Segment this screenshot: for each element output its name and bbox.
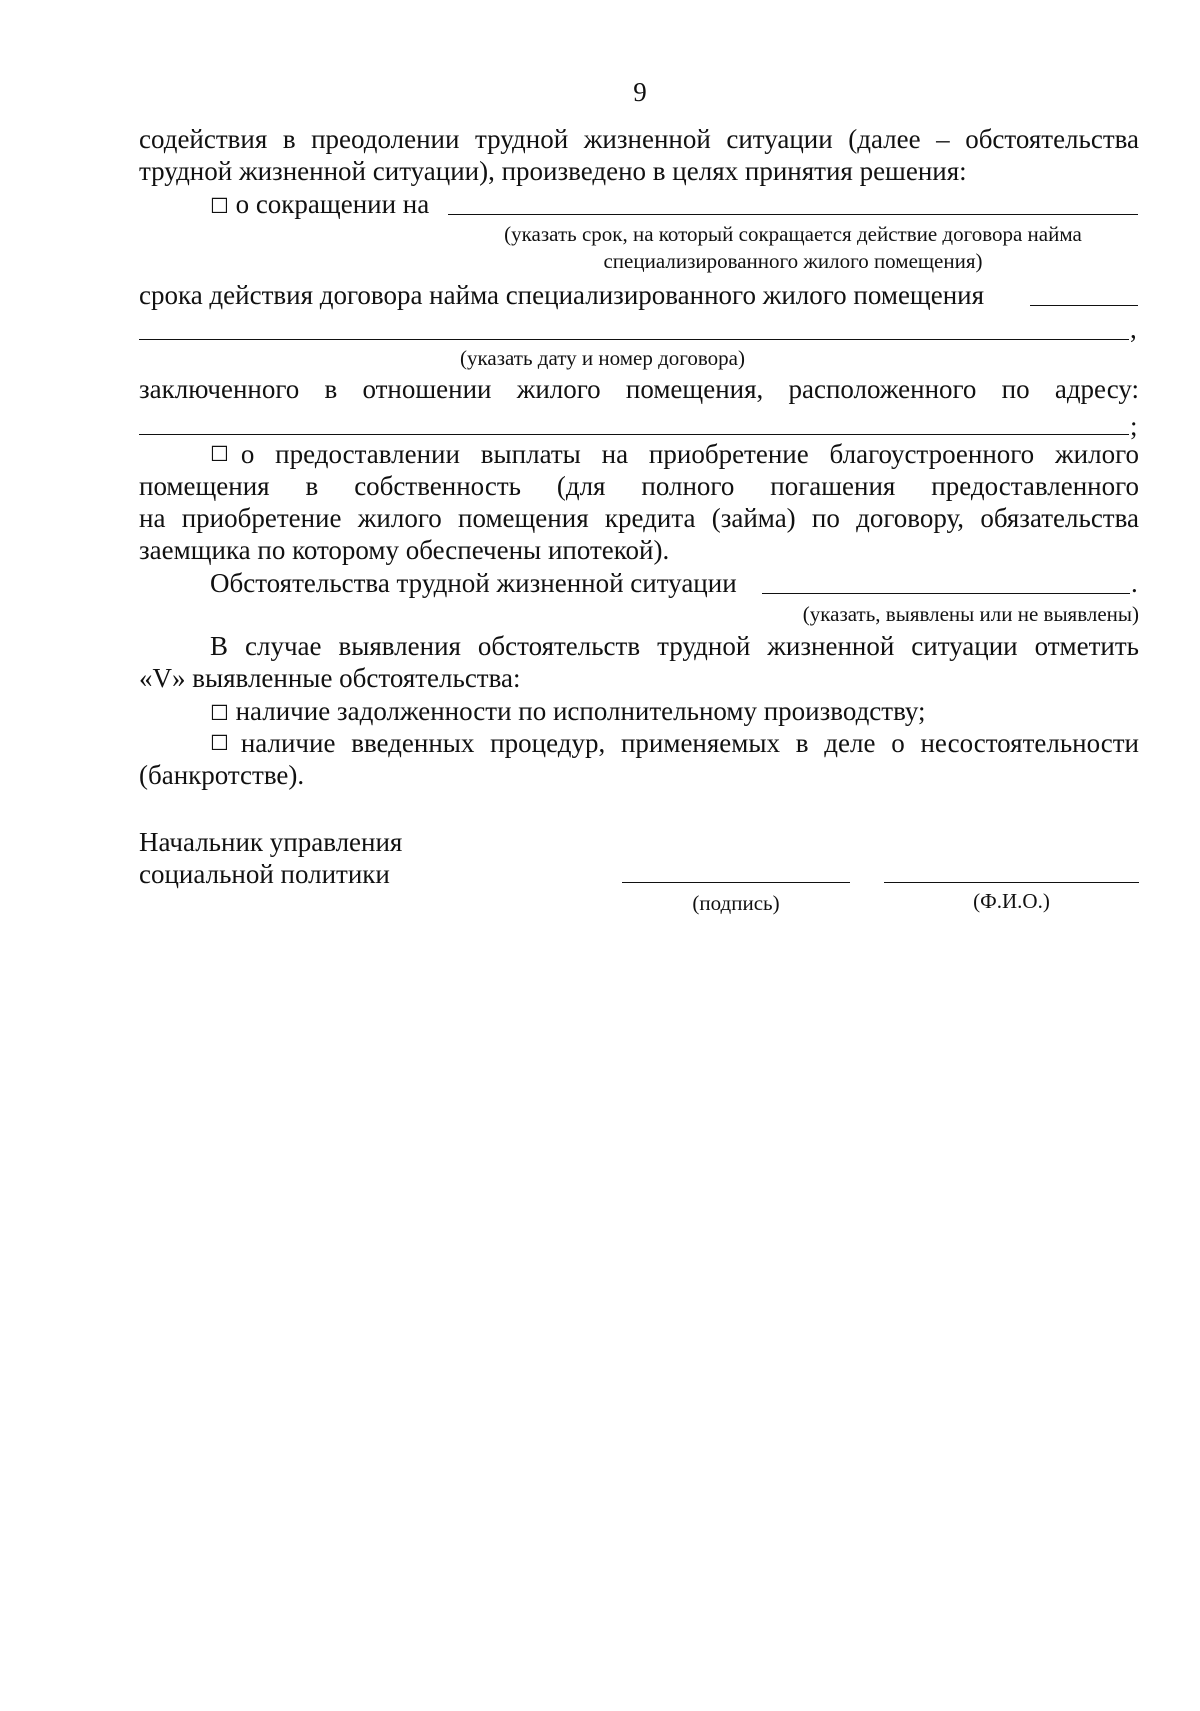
signature-line[interactable] xyxy=(622,882,850,883)
circumstances-hint: (указать, выявлены или не выявлены) xyxy=(802,602,1139,626)
address-line[interactable] xyxy=(139,434,1129,435)
contract-line[interactable] xyxy=(139,339,1129,340)
name-hint: (Ф.И.О.) xyxy=(973,889,1050,913)
payment-option-line-1 xyxy=(210,438,1139,470)
reduction-option xyxy=(210,188,429,222)
name-line[interactable] xyxy=(884,882,1139,883)
signature-title-1: Начальник управления xyxy=(139,827,403,857)
contract-line-end[interactable] xyxy=(1030,305,1138,306)
circumstances-period: . xyxy=(1131,568,1138,598)
instruction-line-2: «V» выявленные обстоятельства: xyxy=(139,663,521,693)
intro-line-2: трудной жизненной ситуации), произведено в целях принятия решения: xyxy=(139,156,967,186)
reduction-hint-2: специализированного жилого помещения) xyxy=(603,249,983,273)
bankruptcy-line-1: наличие введенных процедур, применяемых в деле о несостоятельности xyxy=(240,728,1139,758)
reduction-term-line[interactable] xyxy=(448,214,1138,215)
circumstances-label: Обстоятельства трудной жизненной ситуации xyxy=(210,568,737,598)
debt-option xyxy=(210,695,926,729)
page-number: 9 xyxy=(633,77,647,107)
contract-text: срока действия договора найма специализированного жилого помещения xyxy=(139,280,985,310)
address-semicolon: ; xyxy=(1130,411,1138,441)
instruction-line-1: В случае выявления обстоятельств трудной жизненной ситуации отметить xyxy=(210,631,1139,661)
signature-hint: (подпись) xyxy=(692,891,780,915)
debt-label: наличие задолженности по исполнительному производству; xyxy=(235,696,926,726)
bankruptcy-checkbox[interactable]: ☐ xyxy=(210,731,229,755)
payment-line-4: заемщика по которому обеспечены ипотекой). xyxy=(139,535,670,565)
payment-line-1: о предоставлении выплаты на приобретение благоустроенного жилого xyxy=(240,439,1139,469)
bankruptcy-line-2: (банкротстве). xyxy=(139,760,305,790)
signature-title-2: социальной политики xyxy=(139,859,390,889)
address-text: заключенного в отношении жилого помещения, расположенного по адресу: xyxy=(139,374,1139,404)
payment-checkbox[interactable]: ☐ xyxy=(210,442,229,466)
reduction-label: о сокращении на xyxy=(235,189,430,219)
contract-comma: , xyxy=(1130,314,1137,344)
intro-line-1: содействия в преодолении трудной жизненной ситуации (далее – обстоятельства xyxy=(139,124,1139,154)
reduction-checkbox[interactable]: ☐ xyxy=(210,194,229,218)
debt-checkbox[interactable]: ☐ xyxy=(210,701,229,725)
reduction-hint-1: (указать срок, на который сокращается действие договора найма xyxy=(504,222,1082,246)
contract-hint: (указать дату и номер договора) xyxy=(460,346,745,370)
payment-line-3: на приобретение жилого помещения кредита (займа) по договору, обязательства xyxy=(139,503,1139,533)
payment-line-2: помещения в собственность (для полного погашения предоставленного xyxy=(139,471,1139,501)
circumstances-line[interactable] xyxy=(762,593,1130,594)
bankruptcy-option-line-1 xyxy=(210,727,1139,759)
